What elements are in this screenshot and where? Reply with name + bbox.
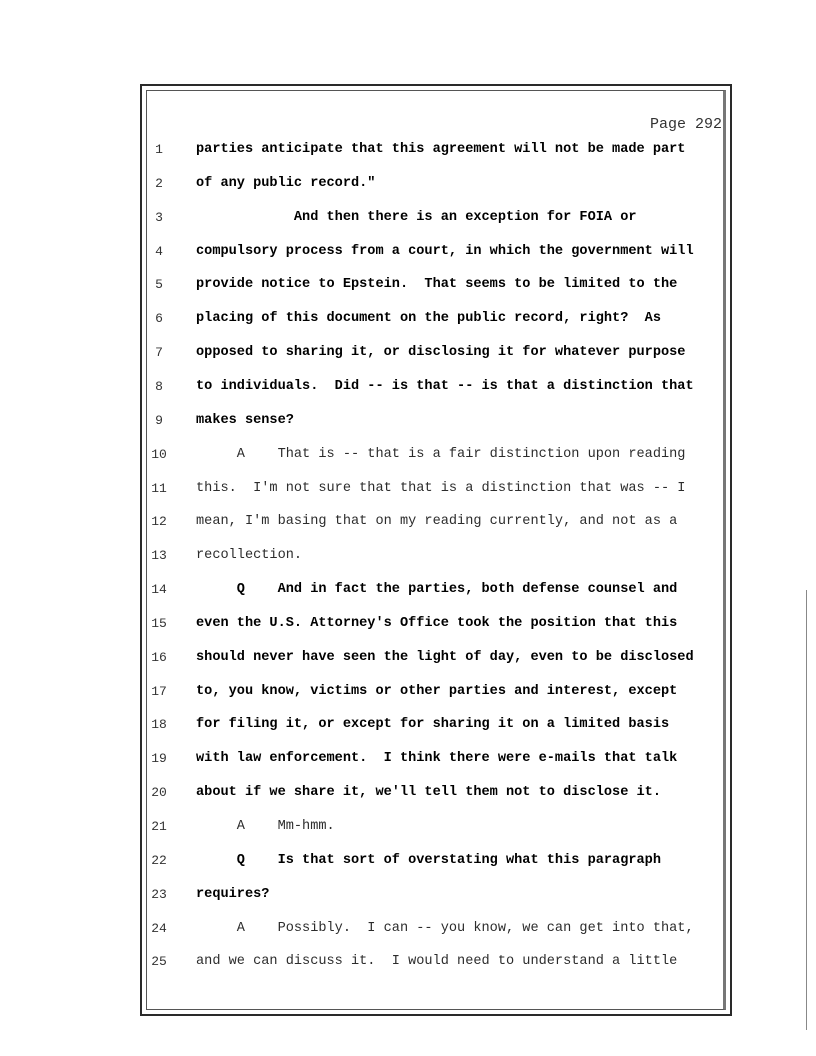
transcript-line bbox=[142, 273, 730, 297]
transcript-line bbox=[142, 578, 730, 602]
transcript-line bbox=[142, 747, 730, 771]
transcript-line bbox=[142, 713, 730, 737]
line-text: and we can discuss it. I would need to understand a little bbox=[196, 954, 678, 970]
line-number: 24 bbox=[151, 920, 167, 936]
line-text: with law enforcement. I think there were e-mails that talk bbox=[196, 751, 678, 767]
line-number: 2 bbox=[155, 175, 163, 191]
line-number: 13 bbox=[151, 548, 167, 564]
transcript-line bbox=[142, 680, 730, 704]
transcript-line bbox=[142, 849, 730, 873]
transcript-line bbox=[142, 477, 730, 501]
line-number: 11 bbox=[151, 480, 167, 496]
line-text: opposed to sharing it, or disclosing it for whatever purpose bbox=[196, 345, 686, 361]
transcript-line bbox=[142, 815, 730, 839]
transcript-line bbox=[142, 240, 730, 264]
line-text: to, you know, victims or other parties and interest, except bbox=[196, 683, 678, 699]
line-text: about if we share it, we'll tell them not to disclose it. bbox=[196, 785, 661, 801]
line-number: 23 bbox=[151, 886, 167, 902]
line-number: 15 bbox=[151, 615, 167, 631]
line-text: to individuals. Did -- is that -- is that a distinction that bbox=[196, 378, 694, 394]
transcript-line bbox=[142, 883, 730, 907]
line-text: compulsory process from a court, in which the government will bbox=[196, 243, 694, 259]
line-number: 3 bbox=[155, 209, 163, 225]
line-text: placing of this document on the public record, right? As bbox=[196, 311, 661, 327]
line-text: provide notice to Epstein. That seems to be limited to the bbox=[196, 277, 678, 293]
line-number: 17 bbox=[151, 683, 167, 699]
page-number: Page 292 bbox=[649, 116, 722, 133]
transcript-line bbox=[142, 510, 730, 534]
line-text: recollection. bbox=[196, 548, 303, 564]
line-number: 6 bbox=[155, 311, 163, 327]
line-number: 25 bbox=[151, 954, 167, 970]
transcript-line bbox=[142, 341, 730, 365]
transcript-page-frame bbox=[140, 84, 732, 1016]
transcript-line bbox=[142, 612, 730, 636]
line-number: 9 bbox=[155, 412, 163, 428]
line-text: for filing it, or except for sharing it on a limited basis bbox=[196, 717, 670, 733]
transcript-line bbox=[142, 544, 730, 568]
line-text: parties anticipate that this agreement will not be made part bbox=[196, 142, 686, 157]
transcript-line bbox=[142, 138, 730, 162]
line-number: 14 bbox=[151, 582, 167, 598]
line-text: should never have seen the light of day, even to be disclosed bbox=[196, 649, 694, 665]
line-text: A That is -- that is a fair distinction upon reading bbox=[196, 446, 686, 462]
line-number: 5 bbox=[155, 277, 163, 293]
line-number: 8 bbox=[155, 378, 163, 394]
line-text: mean, I'm basing that on my reading currently, and not as a bbox=[196, 514, 678, 530]
line-number: 19 bbox=[151, 751, 167, 767]
transcript-line bbox=[142, 646, 730, 670]
line-text: even the U.S. Attorney's Office took the position that this bbox=[196, 615, 678, 631]
transcript-line bbox=[142, 781, 730, 805]
line-number: 7 bbox=[155, 345, 163, 361]
transcript-line bbox=[142, 917, 730, 941]
line-number: 20 bbox=[151, 785, 167, 801]
line-number: 1 bbox=[155, 142, 163, 157]
transcript-line bbox=[142, 172, 730, 196]
line-number: 21 bbox=[151, 819, 167, 834]
line-text: makes sense? bbox=[196, 412, 294, 428]
line-number: 10 bbox=[151, 446, 167, 462]
transcript-line bbox=[142, 409, 730, 433]
line-text: this. I'm not sure that that is a distinction that was -- I bbox=[196, 480, 686, 496]
line-text: Q And in fact the parties, both defense counsel and bbox=[196, 582, 678, 598]
transcript-line bbox=[142, 206, 730, 230]
line-text: Q Is that sort of overstating what this paragraph bbox=[196, 852, 661, 868]
scan-edge-line bbox=[806, 590, 807, 1030]
line-text: requires? bbox=[196, 886, 270, 902]
line-text: A Mm-hmm. bbox=[196, 819, 335, 834]
transcript-line bbox=[142, 307, 730, 331]
line-text: A Possibly. I can -- you know, we can get into that, bbox=[196, 920, 694, 936]
line-number: 12 bbox=[151, 514, 167, 530]
line-number: 16 bbox=[151, 649, 167, 665]
line-text: And then there is an exception for FOIA or bbox=[196, 209, 637, 225]
transcript-line bbox=[142, 443, 730, 467]
transcript-line bbox=[142, 375, 730, 399]
line-number: 22 bbox=[151, 852, 167, 868]
line-text: of any public record." bbox=[196, 175, 376, 191]
transcript-line bbox=[142, 950, 730, 974]
line-number: 4 bbox=[155, 243, 163, 259]
line-number: 18 bbox=[151, 717, 167, 733]
